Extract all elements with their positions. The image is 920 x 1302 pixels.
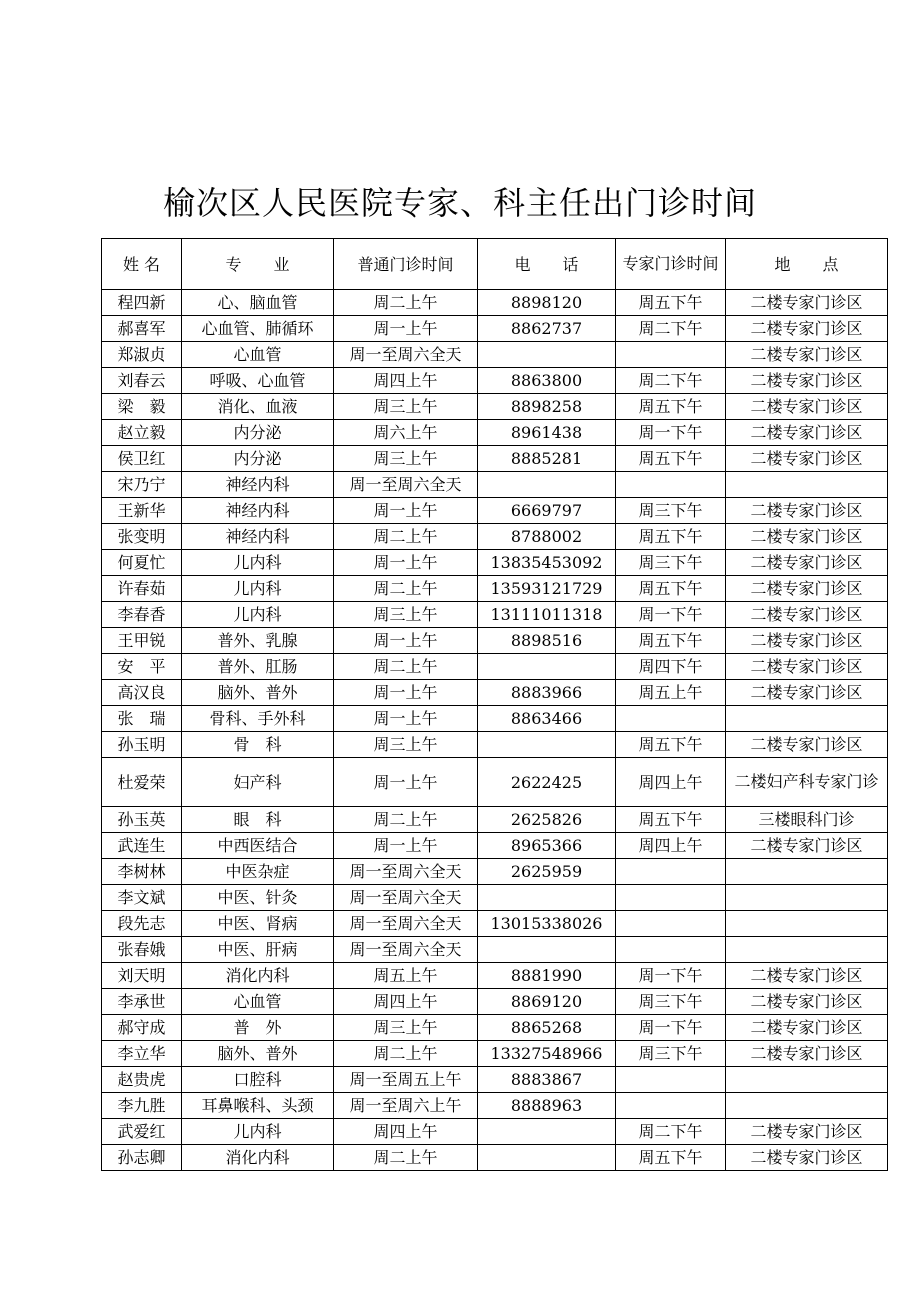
specialty-cell: 中医、肾病: [182, 911, 334, 937]
location-cell: 二楼专家门诊区: [726, 394, 888, 420]
phone-cell: 8888963: [478, 1093, 616, 1119]
location-cell: 二楼专家门诊区: [726, 368, 888, 394]
doctor-name-cell: 武爱红: [102, 1119, 182, 1145]
regular-clinic-time-cell: 周四上午: [334, 1119, 478, 1145]
phone-cell: [478, 654, 616, 680]
specialty-cell: 中医、肝病: [182, 937, 334, 963]
doctor-name-cell: 张春娥: [102, 937, 182, 963]
table-row: [102, 290, 888, 316]
table-row: [102, 859, 888, 885]
table-row: [102, 1093, 888, 1119]
regular-clinic-time-cell: 周一至周六上午: [334, 1093, 478, 1119]
table-row: [102, 680, 888, 706]
regular-clinic-time-cell: 周三上午: [334, 602, 478, 628]
table-row: [102, 1041, 888, 1067]
doctor-name-cell: 程四新: [102, 290, 182, 316]
doctor-name-cell: 刘春云: [102, 368, 182, 394]
doctor-name-cell: 李树林: [102, 859, 182, 885]
location-cell: 二楼妇产科专家门诊: [726, 758, 888, 807]
specialty-cell: 脑外、普外: [182, 1041, 334, 1067]
location-cell: 二楼专家门诊区: [726, 1015, 888, 1041]
specialty-cell: 妇产科: [182, 758, 334, 807]
regular-clinic-time-cell: 周一至周六全天: [334, 342, 478, 368]
location-cell: 二楼专家门诊区: [726, 420, 888, 446]
expert-clinic-time-cell: 周一下午: [616, 420, 726, 446]
phone-cell: 13593121729: [478, 576, 616, 602]
specialty-cell: 心血管、肺循环: [182, 316, 334, 342]
doctor-name-cell: 王新华: [102, 498, 182, 524]
specialty-cell: 心、脑血管: [182, 290, 334, 316]
phone-cell: 2625826: [478, 807, 616, 833]
location-cell: 二楼专家门诊区: [726, 342, 888, 368]
regular-clinic-time-cell: 周一至周六全天: [334, 859, 478, 885]
table-row: [102, 316, 888, 342]
specialty-cell: 内分泌: [182, 446, 334, 472]
specialty-cell: 神经内科: [182, 524, 334, 550]
regular-clinic-time-cell: 周一至周六全天: [334, 937, 478, 963]
location-cell: 二楼专家门诊区: [726, 628, 888, 654]
doctor-name-cell: 许春茹: [102, 576, 182, 602]
specialty-cell: 眼 科: [182, 807, 334, 833]
phone-cell: 8885281: [478, 446, 616, 472]
header-location: 地 点: [726, 239, 888, 290]
table-row: [102, 420, 888, 446]
expert-clinic-time-cell: 周五下午: [616, 807, 726, 833]
specialty-cell: 神经内科: [182, 498, 334, 524]
table-row: [102, 394, 888, 420]
phone-cell: 8869120: [478, 989, 616, 1015]
location-cell: 二楼专家门诊区: [726, 833, 888, 859]
expert-clinic-time-cell: 周二下午: [616, 1119, 726, 1145]
doctor-name-cell: 李春香: [102, 602, 182, 628]
phone-cell: 8863466: [478, 706, 616, 732]
regular-clinic-time-cell: 周六上午: [334, 420, 478, 446]
regular-clinic-time-cell: 周一至周六全天: [334, 911, 478, 937]
table-body: [102, 290, 888, 1171]
location-cell: 三楼眼科门诊: [726, 807, 888, 833]
table-row: [102, 628, 888, 654]
phone-cell: 2622425: [478, 758, 616, 807]
doctor-name-cell: 郝守成: [102, 1015, 182, 1041]
specialty-cell: 脑外、普外: [182, 680, 334, 706]
location-cell: 二楼专家门诊区: [726, 576, 888, 602]
specialty-cell: 消化内科: [182, 963, 334, 989]
doctor-name-cell: 梁 毅: [102, 394, 182, 420]
phone-cell: [478, 885, 616, 911]
location-cell: 二楼专家门诊区: [726, 732, 888, 758]
table-row: [102, 654, 888, 680]
table-row: [102, 576, 888, 602]
phone-cell: 8965366: [478, 833, 616, 859]
table-row: [102, 732, 888, 758]
doctor-name-cell: 李九胜: [102, 1093, 182, 1119]
location-cell: [726, 1067, 888, 1093]
header-expert-clinic-time: 专家门诊时间: [616, 239, 726, 290]
expert-clinic-time-cell: 周五下午: [616, 446, 726, 472]
expert-clinic-time-cell: 周五下午: [616, 524, 726, 550]
phone-cell: [478, 342, 616, 368]
specialty-cell: 普外、肛肠: [182, 654, 334, 680]
expert-clinic-time-cell: [616, 706, 726, 732]
location-cell: 二楼专家门诊区: [726, 654, 888, 680]
phone-cell: 8961438: [478, 420, 616, 446]
location-cell: [726, 911, 888, 937]
doctor-name-cell: 安 平: [102, 654, 182, 680]
phone-cell: [478, 732, 616, 758]
page-title: 榆次区人民医院专家、科主任出门诊时间: [162, 184, 757, 222]
regular-clinic-time-cell: 周二上午: [334, 524, 478, 550]
expert-clinic-time-cell: [616, 885, 726, 911]
specialty-cell: 普外、乳腺: [182, 628, 334, 654]
specialty-cell: 内分泌: [182, 420, 334, 446]
doctor-name-cell: 郑淑贞: [102, 342, 182, 368]
expert-clinic-time-cell: 周五下午: [616, 290, 726, 316]
header-phone: 电 话: [478, 239, 616, 290]
regular-clinic-time-cell: 周三上午: [334, 732, 478, 758]
table-row: [102, 989, 888, 1015]
doctor-name-cell: 高汉良: [102, 680, 182, 706]
table-header-row: [102, 239, 888, 290]
phone-cell: [478, 937, 616, 963]
phone-cell: 8788002: [478, 524, 616, 550]
table-row: [102, 368, 888, 394]
location-cell: 二楼专家门诊区: [726, 680, 888, 706]
phone-cell: 13835453092: [478, 550, 616, 576]
location-cell: [726, 937, 888, 963]
expert-clinic-time-cell: 周二下午: [616, 316, 726, 342]
regular-clinic-time-cell: 周一上午: [334, 550, 478, 576]
regular-clinic-time-cell: 周一至周六全天: [334, 885, 478, 911]
expert-clinic-time-cell: 周五下午: [616, 576, 726, 602]
expert-clinic-time-cell: 周一下午: [616, 963, 726, 989]
expert-clinic-time-cell: [616, 1067, 726, 1093]
phone-cell: 8898258: [478, 394, 616, 420]
regular-clinic-time-cell: 周二上午: [334, 654, 478, 680]
table-row: [102, 706, 888, 732]
regular-clinic-time-cell: 周一上午: [334, 316, 478, 342]
location-cell: 二楼专家门诊区: [726, 989, 888, 1015]
location-cell: 二楼专家门诊区: [726, 446, 888, 472]
location-cell: 二楼专家门诊区: [726, 1041, 888, 1067]
expert-clinic-time-cell: 周三下午: [616, 498, 726, 524]
location-cell: 二楼专家门诊区: [726, 498, 888, 524]
specialty-cell: 中医、针灸: [182, 885, 334, 911]
table-row: [102, 937, 888, 963]
specialty-cell: 耳鼻喉科、头颈: [182, 1093, 334, 1119]
doctor-name-cell: 孙玉明: [102, 732, 182, 758]
regular-clinic-time-cell: 周一至周六全天: [334, 472, 478, 498]
location-cell: 二楼专家门诊区: [726, 290, 888, 316]
regular-clinic-time-cell: 周三上午: [334, 394, 478, 420]
phone-cell: 8863800: [478, 368, 616, 394]
regular-clinic-time-cell: 周二上午: [334, 576, 478, 602]
specialty-cell: 儿内科: [182, 602, 334, 628]
phone-cell: [478, 1145, 616, 1171]
doctor-name-cell: 张变明: [102, 524, 182, 550]
doctor-name-cell: 孙志卿: [102, 1145, 182, 1171]
specialty-cell: 骨科、手外科: [182, 706, 334, 732]
specialty-cell: 中医杂症: [182, 859, 334, 885]
expert-clinic-time-cell: 周三下午: [616, 550, 726, 576]
specialty-cell: 儿内科: [182, 576, 334, 602]
header-regular-clinic-time: 普通门诊时间: [334, 239, 478, 290]
expert-clinic-time-cell: 周五下午: [616, 628, 726, 654]
table-row: [102, 1119, 888, 1145]
doctor-name-cell: 郝喜军: [102, 316, 182, 342]
regular-clinic-time-cell: 周一上午: [334, 498, 478, 524]
table-row: [102, 758, 888, 807]
regular-clinic-time-cell: 周一上午: [334, 833, 478, 859]
header-specialty: 专 业: [182, 239, 334, 290]
doctor-name-cell: 孙玉英: [102, 807, 182, 833]
phone-cell: [478, 472, 616, 498]
phone-cell: 8898516: [478, 628, 616, 654]
table-row: [102, 911, 888, 937]
regular-clinic-time-cell: 周三上午: [334, 1015, 478, 1041]
clinic-schedule-table: [101, 238, 888, 1171]
location-cell: 二楼专家门诊区: [726, 524, 888, 550]
location-cell: [726, 706, 888, 732]
table-row: [102, 807, 888, 833]
expert-clinic-time-cell: 周三下午: [616, 989, 726, 1015]
doctor-name-cell: 赵立毅: [102, 420, 182, 446]
location-cell: 二楼专家门诊区: [726, 602, 888, 628]
specialty-cell: 心血管: [182, 342, 334, 368]
expert-clinic-time-cell: [616, 1093, 726, 1119]
specialty-cell: 口腔科: [182, 1067, 334, 1093]
phone-cell: 8862737: [478, 316, 616, 342]
phone-cell: 6669797: [478, 498, 616, 524]
table-row: [102, 1145, 888, 1171]
regular-clinic-time-cell: 周一上午: [334, 680, 478, 706]
doctor-name-cell: 武连生: [102, 833, 182, 859]
specialty-cell: 心血管: [182, 989, 334, 1015]
specialty-cell: 骨 科: [182, 732, 334, 758]
specialty-cell: 消化内科: [182, 1145, 334, 1171]
expert-clinic-time-cell: 周一下午: [616, 602, 726, 628]
phone-cell: 8883966: [478, 680, 616, 706]
doctor-name-cell: 侯卫红: [102, 446, 182, 472]
phone-cell: 8881990: [478, 963, 616, 989]
doctor-name-cell: 李立华: [102, 1041, 182, 1067]
location-cell: [726, 859, 888, 885]
phone-cell: 8898120: [478, 290, 616, 316]
table-row: [102, 963, 888, 989]
table-row: [102, 498, 888, 524]
location-cell: 二楼专家门诊区: [726, 1119, 888, 1145]
table-row: [102, 602, 888, 628]
specialty-cell: 神经内科: [182, 472, 334, 498]
specialty-cell: 呼吸、心血管: [182, 368, 334, 394]
table-row: [102, 1015, 888, 1041]
expert-clinic-time-cell: 周四下午: [616, 654, 726, 680]
expert-clinic-time-cell: 周三下午: [616, 1041, 726, 1067]
doctor-name-cell: 刘天明: [102, 963, 182, 989]
doctor-name-cell: 杜爱荣: [102, 758, 182, 807]
location-cell: 二楼专家门诊区: [726, 550, 888, 576]
regular-clinic-time-cell: 周四上午: [334, 989, 478, 1015]
specialty-cell: 儿内科: [182, 1119, 334, 1145]
location-cell: 二楼专家门诊区: [726, 1145, 888, 1171]
expert-clinic-time-cell: 周五上午: [616, 680, 726, 706]
table-row: [102, 1067, 888, 1093]
doctor-name-cell: 王甲锐: [102, 628, 182, 654]
table-row: [102, 833, 888, 859]
table-row: [102, 550, 888, 576]
specialty-cell: 中西医结合: [182, 833, 334, 859]
phone-cell: [478, 1119, 616, 1145]
phone-cell: 2625959: [478, 859, 616, 885]
regular-clinic-time-cell: 周二上午: [334, 807, 478, 833]
phone-cell: 8883867: [478, 1067, 616, 1093]
table-row: [102, 446, 888, 472]
phone-cell: 8865268: [478, 1015, 616, 1041]
regular-clinic-time-cell: 周三上午: [334, 446, 478, 472]
location-cell: [726, 1093, 888, 1119]
regular-clinic-time-cell: 周一上午: [334, 628, 478, 654]
expert-clinic-time-cell: 周四上午: [616, 758, 726, 807]
specialty-cell: 儿内科: [182, 550, 334, 576]
specialty-cell: 普 外: [182, 1015, 334, 1041]
regular-clinic-time-cell: 周二上午: [334, 290, 478, 316]
expert-clinic-time-cell: [616, 937, 726, 963]
expert-clinic-time-cell: [616, 342, 726, 368]
doctor-name-cell: 何夏忙: [102, 550, 182, 576]
phone-cell: 13015338026: [478, 911, 616, 937]
regular-clinic-time-cell: 周二上午: [334, 1145, 478, 1171]
expert-clinic-time-cell: [616, 859, 726, 885]
regular-clinic-time-cell: 周二上午: [334, 1041, 478, 1067]
regular-clinic-time-cell: 周五上午: [334, 963, 478, 989]
regular-clinic-time-cell: 周四上午: [334, 368, 478, 394]
location-cell: [726, 885, 888, 911]
table-row: [102, 342, 888, 368]
location-cell: [726, 472, 888, 498]
doctor-name-cell: 段先志: [102, 911, 182, 937]
table-row: [102, 524, 888, 550]
expert-clinic-time-cell: 周五下午: [616, 394, 726, 420]
header-name: 姓 名: [102, 239, 182, 290]
table-row: [102, 472, 888, 498]
regular-clinic-time-cell: 周一上午: [334, 758, 478, 807]
expert-clinic-time-cell: 周五下午: [616, 1145, 726, 1171]
expert-clinic-time-cell: [616, 472, 726, 498]
table-row: [102, 885, 888, 911]
expert-clinic-time-cell: 周一下午: [616, 1015, 726, 1041]
doctor-name-cell: 宋乃宁: [102, 472, 182, 498]
expert-clinic-time-cell: 周五下午: [616, 732, 726, 758]
expert-clinic-time-cell: 周四上午: [616, 833, 726, 859]
expert-clinic-time-cell: 周二下午: [616, 368, 726, 394]
expert-clinic-time-cell: [616, 911, 726, 937]
location-cell: 二楼专家门诊区: [726, 316, 888, 342]
location-cell: 二楼专家门诊区: [726, 963, 888, 989]
doctor-name-cell: 张 瑞: [102, 706, 182, 732]
doctor-name-cell: 李承世: [102, 989, 182, 1015]
doctor-name-cell: 李文斌: [102, 885, 182, 911]
phone-cell: 13111011318: [478, 602, 616, 628]
doctor-name-cell: 赵贵虎: [102, 1067, 182, 1093]
regular-clinic-time-cell: 周一至周五上午: [334, 1067, 478, 1093]
phone-cell: 13327548966: [478, 1041, 616, 1067]
specialty-cell: 消化、血液: [182, 394, 334, 420]
regular-clinic-time-cell: 周一上午: [334, 706, 478, 732]
